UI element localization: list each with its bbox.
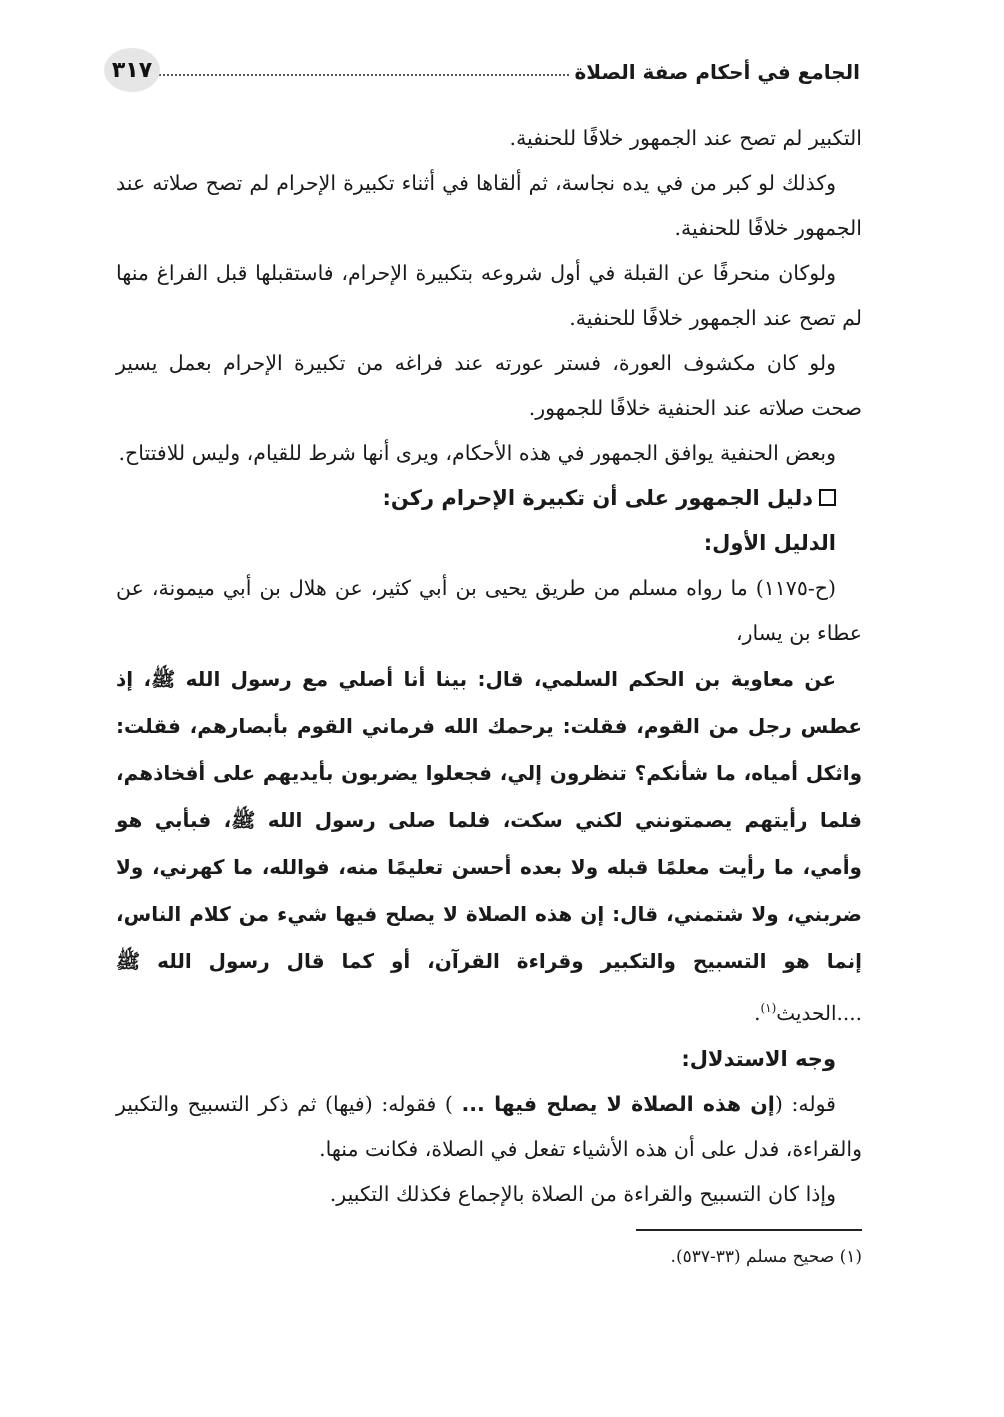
page-number: ٣١٧ xyxy=(104,48,160,92)
paragraph: ولوكان منحرفًا عن القبلة في أول شروعه بتكبيرة الإحرام، فاستقبلها قبل الفراغ منها لم تصح عند الجمهور خلافًا للحنفية. xyxy=(116,261,862,330)
page xyxy=(111,40,862,1360)
footnote: (١) صحيح مسلم (٣٣-٥٣٧). xyxy=(670,1247,862,1267)
header-dotted-leader xyxy=(128,74,569,76)
subsection-heading: الدليل الأول: xyxy=(703,531,836,555)
main-text xyxy=(116,116,862,1217)
paragraph: (ح-١١٧٥) ما رواه مسلم من طريق يحيى بن أبي كثير، عن هلال بن أبي ميمونة، عن عطاء بن يسار، xyxy=(116,576,862,645)
paragraph xyxy=(116,1082,862,1172)
section-heading xyxy=(116,476,862,521)
paragraph-text: ) فقوله: (فيها) ثم ذكر التسبيح والتكبير والقراءة، فدل على أن هذه الأشياء تفعل في الصلاة، فكانت منها. xyxy=(116,1092,862,1161)
subsection-heading: وجه الاستدلال: xyxy=(681,1047,836,1071)
paragraph: وكذلك لو كبر من في يده نجاسة، ثم ألقاها في أثناء تكبيرة الإحرام لم تصح صلاته عند الجمهور خلافًا للحنفية. xyxy=(116,171,862,240)
book-title: الجامع في أحكام صفة الصلاة xyxy=(574,60,860,84)
section-heading-text: دليل الجمهور على أن تكبيرة الإحرام ركن: xyxy=(382,486,813,510)
square-bullet-icon xyxy=(819,489,836,506)
hadith-tail: ....الحديث xyxy=(776,1001,862,1025)
paragraph: وإذا كان التسبيح والقراءة من الصلاة بالإجماع فكذلك التكبير. xyxy=(329,1182,836,1206)
hadith-end: . xyxy=(754,1001,761,1025)
paragraph-text: قوله: ( xyxy=(774,1092,836,1116)
running-header xyxy=(111,40,862,104)
hadith-text xyxy=(116,656,862,1037)
paragraph: وبعض الحنفية يوافق الجمهور في هذه الأحكام، ويرى أنها شرط للقيام، وليس للافتتاح. xyxy=(118,441,836,465)
footnote-divider xyxy=(636,1229,862,1231)
quoted-text: إن هذه الصلاة لا يصلح فيها ... xyxy=(461,1092,775,1116)
hadith-bold-text: عن معاوية بن الحكم السلمي، قال: بينا أنا أصلي مع رسول الله ﷺ، إذ عطس رجل من القوم، فقلت: يرحمك الله فرماني القوم بأبصارهم، فقلت: واثكل أمياه، ما شأنكم؟ تنظرون إلي، فجعلوا يضربون بأيديهم على أفخاذهم، فلما رأيتهم يصمتونني لكني سكت، فلما صلى رسول الله ﷺ، فبأبي هو وأمي، ما رأيت معلمًا قبله ولا بعده أحسن تعليمًا منه، فوالله، ما كهرني، ولا ضربني، ولا شتمني، قال: إن هذه الصلاة لا يصلح فيها شيء من كلام الناس، إنما هو التسبيح والتكبير وقراءة القرآن، أو كما قال رسول الله ﷺ xyxy=(116,667,862,973)
footnote-reference: (١) xyxy=(760,1001,777,1015)
paragraph: ولو كان مكشوف العورة، فستر عورته عند فراغه من تكبيرة الإحرام بعمل يسير صحت صلاته عند الحنفية خلافًا للجمهور. xyxy=(116,351,862,420)
paragraph: التكبير لم تصح عند الجمهور خلافًا للحنفية. xyxy=(509,126,862,150)
